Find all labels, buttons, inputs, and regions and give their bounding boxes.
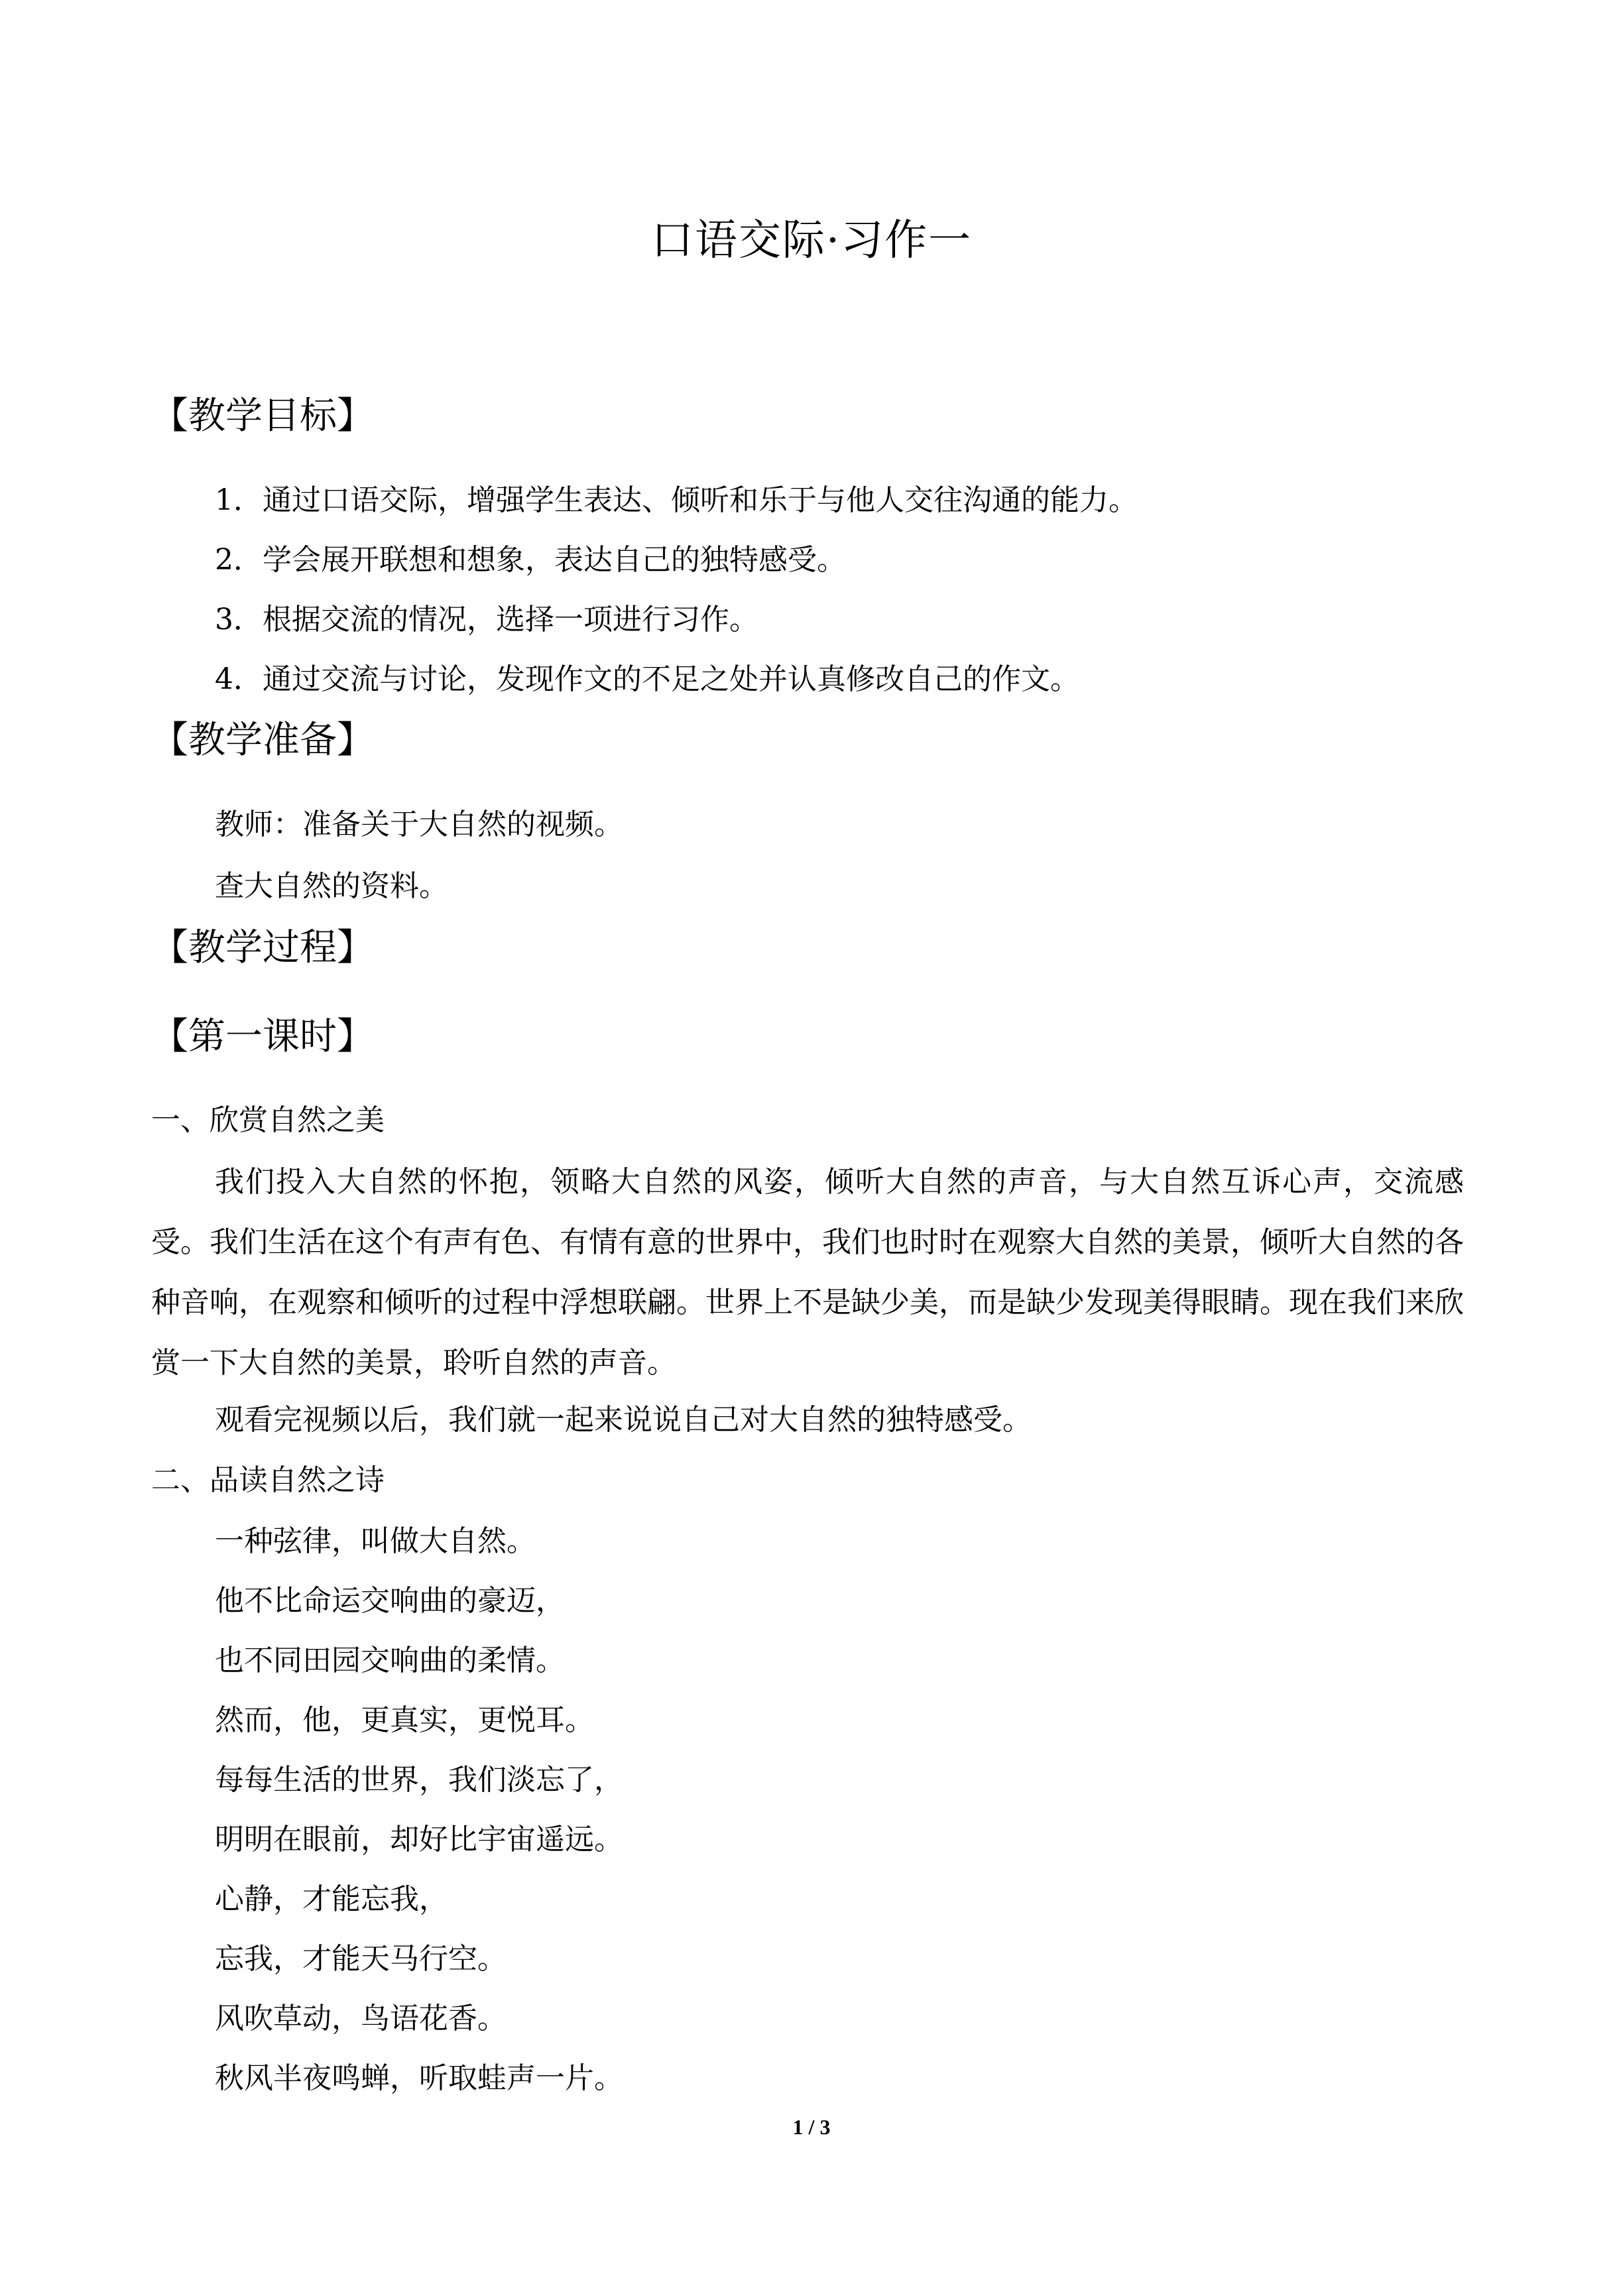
goal-item: 2．学会展开联想和想象，表达自己的独特感受。 bbox=[215, 543, 846, 577]
paragraph-intro: 我们投入大自然的怀抱，领略大自然的风姿，倾听大自然的声音，与大自然互诉心声，交流感受。我们生活在这个有声有色、有情有意的世界中，我们也时时在观察大自然的美景，倾听大自然的各种音响，在观察和倾听的过程中浮想联翩。世界上不是缺少美，而是缺少发现美得眼睛。现在我们来欣赏一下大自然的美景，聆听自然的声音。 bbox=[151, 1165, 1464, 1380]
section-heading-goals: 【教学目标】 bbox=[151, 394, 374, 438]
part-heading-poem: 二、品读自然之诗 bbox=[151, 1463, 385, 1497]
part-heading-appreciate: 一、欣赏自然之美 bbox=[151, 1103, 385, 1137]
prep-item: 查大自然的资料。 bbox=[215, 869, 448, 903]
poem-line: 风吹草动，鸟语花香。 bbox=[215, 2002, 507, 2035]
page-number: 1 / 3 bbox=[792, 2115, 831, 2139]
prep-item: 教师：准备关于大自然的视频。 bbox=[215, 808, 623, 841]
poem-line: 一种弦律，叫做大自然。 bbox=[215, 1524, 536, 1558]
poem-line: 明明在眼前，却好比宇宙遥远。 bbox=[215, 1823, 623, 1856]
goal-item: 4．通过交流与讨论，发现作文的不足之处并认真修改自己的作文。 bbox=[215, 662, 1079, 696]
poem-line: 忘我，才能天马行空。 bbox=[215, 1942, 507, 1976]
section-heading-lesson: 【第一课时】 bbox=[151, 1015, 374, 1058]
poem-line: 然而，他，更真实，更悦耳。 bbox=[215, 1703, 594, 1737]
poem-line: 他不比命运交响曲的豪迈， bbox=[215, 1584, 565, 1618]
poem-line: 也不同田园交响曲的柔情。 bbox=[215, 1644, 565, 1677]
poem-line: 每每生活的世界，我们淡忘了， bbox=[215, 1763, 623, 1797]
poem-line: 秋风半夜鸣蝉，听取蛙声一片。 bbox=[215, 2061, 623, 2095]
goal-item: 3．根据交流的情况，选择一项进行习作。 bbox=[215, 603, 758, 636]
poem-line: 心静，才能忘我， bbox=[215, 1882, 448, 1916]
section-heading-process: 【教学过程】 bbox=[151, 926, 374, 969]
goal-item: 1．通过口语交际，增强学生表达、倾听和乐于与他人交往沟通的能力。 bbox=[215, 483, 1138, 517]
paragraph-video: 观看完视频以后，我们就一起来说说自己对大自然的独特感受。 bbox=[215, 1403, 1032, 1437]
page-title: 口语交际·习作一 bbox=[650, 216, 973, 265]
section-heading-prep: 【教学准备】 bbox=[151, 719, 374, 762]
